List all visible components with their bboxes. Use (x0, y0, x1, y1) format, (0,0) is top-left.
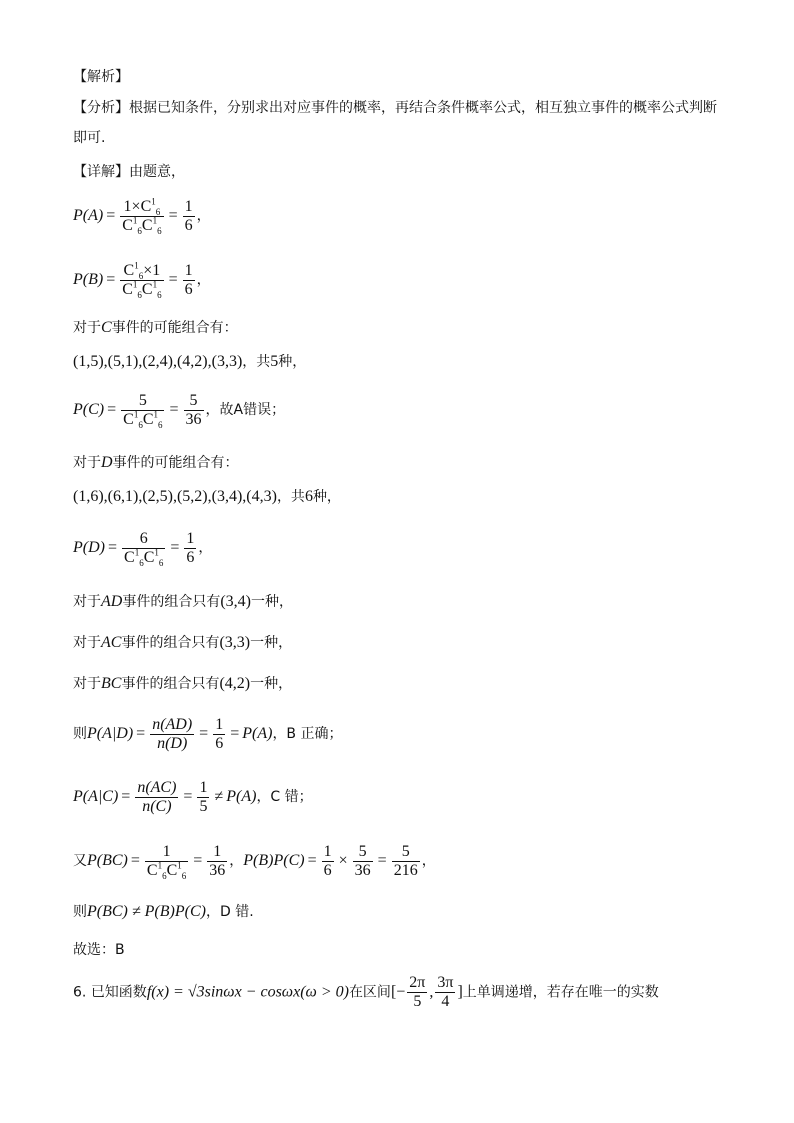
pa-num: 1×C (123, 198, 152, 215)
formula-cond-ac: P(A|C) = $\frac{n(AC)}{n(C)}$ = $\frac{1}{5}$ ≠ P(A)，C 错； (73, 779, 313, 815)
pc-fraction: $\frac{5}{C^1_6C^1_6}$ (123, 392, 163, 431)
pb-result: $\frac{1}{6}$ (184, 262, 193, 298)
formula-pa: P(A) = $\frac{1\times C^1_6}{C^1_6C^1_6}$ = $\frac{1}{6}$ ， (73, 196, 211, 237)
cond2-fraction: $\frac{n(AC)}{n(C)}$ (137, 779, 177, 815)
formula-pc: P(C) = $\frac{5}{C^1_6C^1_6}$ = $\frac{5}{36}$ ，故A错误； (73, 392, 286, 431)
pd-fraction: $\frac{6}{C^1_6C^1_6}$ (124, 530, 164, 569)
formula-pb: P(B) = $\frac{C^1_6\times 1}{C^1_6C^1_6}$ = $\frac{1}{6}$ ， (73, 260, 211, 301)
pb-fraction: $\frac{C^1_6\times 1}{C^1_6C^1_6}$ (122, 260, 162, 301)
xiangjie-text: 由题意， (129, 164, 185, 180)
pa-fraction: $\frac{1\times C^1_6}{C^1_6C^1_6}$ (122, 196, 162, 237)
c-pairs: (1,5),(5,1),(2,4),(4,2),(3,3) (73, 353, 243, 370)
conclusion-expr: P(BC) ≠ P(B)P(C) (87, 903, 206, 920)
formula-cond-ad: 则P(A|D) = $\frac{n(AD)}{n(D)}$ = $\frac{1}{6}$ = P(A)，B 正确； (73, 716, 343, 752)
formula-pbc: 又P(BC) = $\frac{1}{C^1_6C^1_6}$ = $\frac{1}{36}$ ，P(B)P(C) = $\frac{1}{6}$ × $\frac{5}{36}$ = $\frac{5}{216}$ ， (73, 843, 436, 882)
pd-result: $\frac{1}{6}$ (186, 530, 195, 566)
analysis-header (73, 67, 129, 87)
fenxi-text-2: 即可. (73, 130, 106, 146)
pc-lhs: P(C) (73, 401, 105, 419)
d-var: D (101, 454, 113, 471)
answer-text: 故选：B (73, 942, 125, 958)
c-list: (1,5),(5,1),(2,4),(4,2),(3,3)，共5种， (73, 353, 307, 370)
cond1-fraction: $\frac{n(AD)}{n(D)}$ (152, 716, 193, 752)
q6-number: 6. (73, 984, 87, 1001)
formula-pd: P(D) = $\frac{6}{C^1_6C^1_6}$ = $\frac{1}{6}$ ， (73, 530, 213, 569)
fenxi-tag: 【分析】 (73, 100, 129, 116)
fenxi-line-1 (73, 98, 717, 118)
pc-result: $\frac{5}{36}$ (185, 392, 202, 428)
d-list: (1,6),(6,1),(2,5),(5,2),(3,4),(4,3)，共6种， (73, 488, 341, 505)
pa-lhs: P(A) (73, 207, 104, 225)
d-intro: 对于D事件的可能组合有： (73, 454, 239, 471)
analysis-header-text: 【解析】 (73, 69, 129, 85)
pbc-lhs2: P(B)P(C) (243, 852, 305, 870)
pb-lhs: P(B) (73, 271, 104, 289)
d-pairs: (1,6),(6,1),(2,5),(5,2),(3,4),(4,3) (73, 488, 277, 505)
question-6: 6. 已知函数f(x) = √3sinωx − cosωx(ω > 0)在区间[− $\frac{2\pi}{5}$ , $\frac{3\pi}{4}$ ]上单调递增，若存在唯一的实数 (73, 974, 659, 1010)
fenxi-text-1: 根据已知条件，分别求出对应事件的概率，再结合条件概率公式，相互独立事件的概率公式判断 (129, 100, 717, 116)
answer-line (73, 940, 125, 960)
bc-line: 对于BC事件的组合只有(4,2)一种， (73, 675, 293, 692)
fenxi-line-2 (73, 128, 105, 148)
c-var: C (101, 319, 112, 336)
pbc-fraction: $\frac{1}{C^1_6C^1_6}$ (146, 843, 187, 882)
xiangjie-tag: 【详解】 (73, 164, 129, 180)
ad-line: 对于AD事件的组合只有(3,4)一种， (73, 593, 293, 610)
pa-result: $\frac{1}{6}$ (184, 198, 193, 234)
xiangjie-line (73, 162, 185, 182)
c-intro: 对于C事件的可能组合有： (73, 319, 238, 336)
q6-function: f(x) = √3sinωx − cosωx(ω > 0) (146, 983, 349, 1001)
conclusion-line: 则P(BC) ≠ P(B)P(C)，D 错. (73, 903, 254, 920)
pd-lhs: P(D) (73, 539, 105, 557)
ac-line: 对于AC事件的组合只有(3,3)一种， (73, 634, 293, 651)
